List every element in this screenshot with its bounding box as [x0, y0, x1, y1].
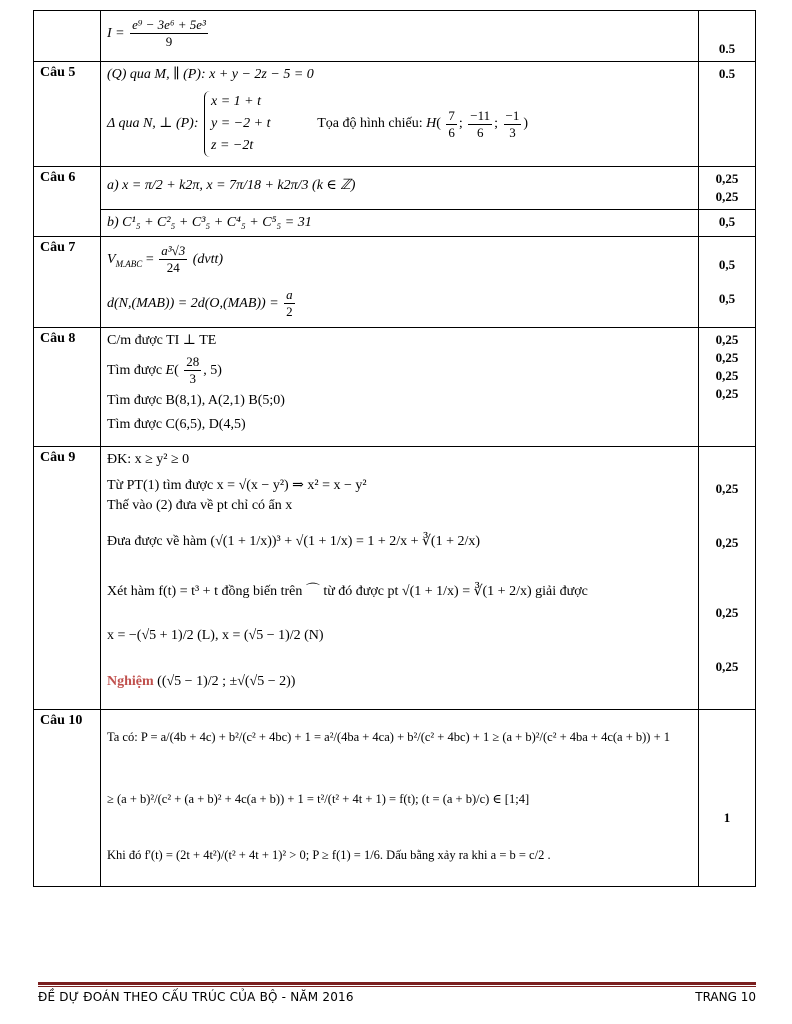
row-label-cau9: Câu 9 [34, 447, 101, 710]
score-value: 0,25 [715, 659, 739, 674]
score-value: 0,25 [715, 481, 739, 496]
proj-y: $\frac{-11}{6}$ [470, 107, 491, 140]
score-top [699, 11, 756, 62]
row-label-cau10: Câu 10 [34, 710, 101, 887]
score-value: 0,25 [715, 386, 739, 401]
distance-fraction: $\frac{a}{2}$ [286, 287, 293, 320]
score-value: 0,25 [715, 171, 739, 186]
point-e: E [165, 363, 175, 378]
row-label-empty [34, 11, 101, 62]
volume-unit: (dvtt) [192, 252, 224, 267]
footer-rule [38, 982, 756, 985]
score-value: 0,5 [718, 257, 736, 272]
cau5-line1: (Q) qua M, ∥ (P): x + y − 2z − 5 = 0 [107, 67, 314, 82]
row-label-cau7: Câu 7 [34, 237, 101, 328]
score-cau9 [699, 447, 756, 710]
integral-den: 9 [165, 34, 173, 50]
score-value: 0,25 [715, 535, 739, 550]
point-e-y: , 5 [203, 363, 218, 378]
cau9-l4: Đưa được về hàm (√(1 + 1/x))³ + √(1 + 1/x) = 1 + 2/x + ∛(1 + 2/x) [107, 534, 481, 549]
integral-fraction [130, 17, 208, 50]
score-value: 0,25 [715, 350, 739, 365]
answer-table [33, 10, 756, 887]
score-cau6a [699, 167, 756, 210]
nghiem-label: Nghiệm [107, 674, 154, 689]
cau5-system [204, 91, 276, 157]
score-value: 0.5 [718, 66, 736, 81]
cau9-l6: x = −(√5 + 1)/2 (L), x = (√5 − 1)/2 (N) [107, 628, 324, 643]
row-cau9 [34, 447, 756, 710]
row-cau9-content [101, 447, 699, 710]
system-eq-x: x = 1 + t [211, 94, 262, 109]
cau8-line1: C/m được TI ⊥ TE [107, 333, 217, 348]
cau8-line2-prefix: Tìm được [107, 363, 163, 378]
system-eq-y: y = −2 + t [211, 116, 271, 131]
cau6-part-b: b) C¹₅ + C²₅ + C³₅ + C⁴₅ + C⁵₅ = 31 [107, 215, 312, 230]
cau10-l1: Ta có: P = a/(4b + 4c) + b²/(c² + 4bc) + 1 = a²/(4ba + 4ca) + b²/(c² + 4bc) + 1 ≥ (a + b)²/(c² + 4ba + 4c(a + b)) + 1 [107, 730, 671, 744]
score-value: 0,25 [715, 332, 739, 347]
cau9-l3: Thế vào (2) đưa về pt chỉ có ẩn x [107, 498, 293, 513]
cau6-part-a: a) x = π/2 + k2π, x = 7π/18 + k2π/3 (k ∈ ℤ) [107, 178, 356, 193]
cau8-line4: Tìm được C(6,5), D(4,5) [107, 417, 246, 432]
score-cau8 [699, 328, 756, 447]
projection-point: H [426, 116, 437, 132]
row-cau6a-content [101, 167, 699, 210]
footer-title: ĐỀ DỰ ĐOÁN THEO CẤU TRÚC CỦA BỘ - NĂM 2016 [38, 990, 354, 1004]
cau10-l3: Khi đó f'(t) = (2t + 4t²)/(t² + 4t + 1)² > 0; P ≥ f(1) = 1/6. Dấu bằng xảy ra khi a = b = c/2 . [107, 848, 551, 862]
cau8-line3: Tìm được B(8,1), A(2,1) B(5;0) [107, 393, 285, 408]
score-cau10 [699, 710, 756, 887]
row-top [34, 11, 756, 62]
score-cau7 [699, 237, 756, 328]
row-cau6b [34, 210, 756, 237]
score-value: 0,5 [718, 214, 736, 229]
nghiem-value: ((√5 − 1)/2 ; ±√(√5 − 2)) [157, 674, 296, 689]
row-cau7-content: $V_{M.ABC}$ = $\frac{\text{a³√3}}{24}$ (dvtt) d(N,(MAB)) = 2d(O,(MAB)) = $\frac{a}{2}$ [101, 237, 699, 328]
score-value: 0.5 [718, 41, 736, 56]
volume-fraction: $\frac{\text{a³√3}}{24}$ [161, 243, 186, 276]
row-cau5-content: (Q) qua M, ∥ (P): x + y − 2z − 5 = 0 Δ qua N, ⊥ (P): x = 1 + t y = −2 + t z = −2t Tọa độ hình chiếu: H( $\frac{7}{6}$ ; $\frac{-11}{6}$ ; $\frac{-1}{3}$ ) [101, 62, 699, 167]
row-cau7 [34, 237, 756, 328]
row-cau10-content [101, 710, 699, 887]
integral-num: e⁹ − 3e⁶ + 5e³ [132, 17, 206, 33]
score-value: 0,25 [715, 189, 739, 204]
row-label-cau6: Câu 6 [34, 167, 101, 237]
footer-rule-thin [38, 986, 756, 987]
row-top-content [101, 11, 699, 62]
distance-expr: d(N,(MAB)) = 2d(O,(MAB)) = [107, 295, 279, 311]
page-number: TRANG 10 [695, 990, 756, 1004]
row-cau6a [34, 167, 756, 210]
score-value: 1 [723, 810, 731, 825]
cau9-l5: Xét hàm f(t) = t³ + t đồng biến trên ⌒ từ đó được pt √(1 + 1/x) = ∛(1 + 2/x) giải được [107, 584, 588, 599]
proj-z: $\frac{-1}{3}$ [505, 107, 520, 140]
cau5-line2-prefix: Δ qua N, ⊥ (P): [107, 116, 199, 132]
row-cau10 [34, 710, 756, 887]
row-label-cau8: Câu 8 [34, 328, 101, 447]
row-cau8-content: C/m được TI ⊥ TE Tìm được E( $\frac{28}{3}$ , 5) Tìm được B(8,1), A(2,1) B(5;0) Tìm được C(6,5), D(4,5) [101, 328, 699, 447]
row-cau5 [34, 62, 756, 167]
cau9-l2: Từ PT(1) tìm được x = √(x − y²) ⇒ x² = x − y² [107, 478, 367, 493]
row-cau8 [34, 328, 756, 447]
score-value: 0,25 [715, 368, 739, 383]
row-label-cau5: Câu 5 [34, 62, 101, 167]
cau10-l2: ≥ (a + b)²/(c² + (a + b)² + 4c(a + b)) + 1 = t²/(t² + 4t + 1) = f(t); (t = (a + b)/c) ∈ [1;4] [107, 792, 530, 806]
score-value: 0,5 [718, 291, 736, 306]
volume-subscript: M.ABC [115, 258, 143, 269]
integral-lhs: I = [107, 26, 125, 41]
score-cau5 [699, 62, 756, 167]
system-eq-z: z = −2t [211, 138, 254, 153]
score-value: 0,25 [715, 605, 739, 620]
row-cau6b-content [101, 210, 699, 237]
cau9-l1: ĐK: x ≥ y² ≥ 0 [107, 452, 190, 467]
volume-symbol: V [107, 252, 116, 267]
score-cau6b [699, 210, 756, 237]
proj-x: $\frac{7}{6}$ [448, 107, 455, 140]
point-e-x: $\frac{28}{3}$ [186, 354, 200, 387]
projection-label: Tọa độ hình chiếu: [317, 116, 423, 132]
